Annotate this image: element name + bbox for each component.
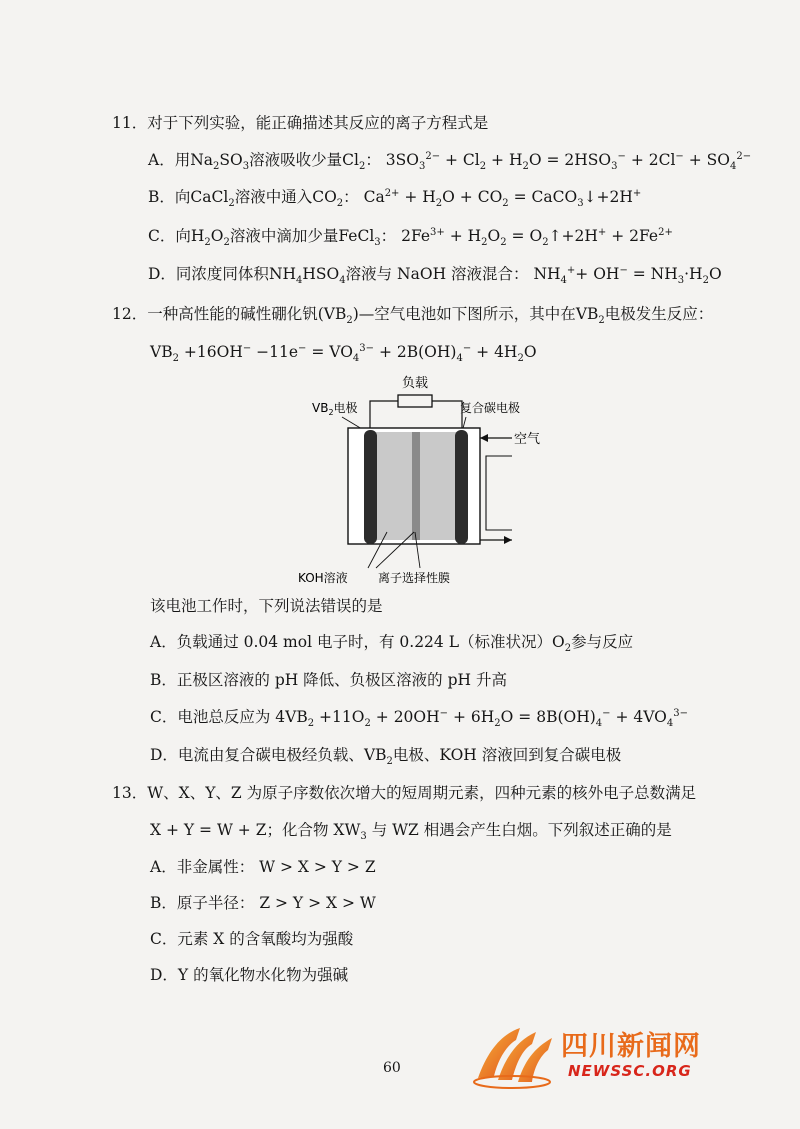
q13-option-d: D．Y 的氧化物水化物为强碱 (150, 966, 349, 984)
q11-stem: 11．对于下列实验，能正确描述其反应的离子方程式是 (112, 114, 489, 132)
q12-option-d: D．电流由复合碳电极经负载、$VB_2$电极、KOH 溶液回到复合碳电极 (150, 746, 622, 768)
newssc-logo (468, 1020, 718, 1092)
page-number: 60 (383, 1060, 401, 1076)
q12-option-c: C．电池总反应为 $4VB_2 +11O_2 + 20OH^- + 6H_2O = 8B(OH)_4^- + 4VO_4^{3-}$ (150, 707, 689, 730)
vb2-electrode-label: $VB_2$电极 (312, 401, 358, 417)
q11-option-a: A．用$Na_2SO_3$溶液吸收少量$Cl_2$： $3SO_3^{2-} + Cl_2 + H_2O = 2HSO_3^- + 2Cl^- + SO_4^{2-}$ (148, 150, 752, 173)
battery-diagram (290, 372, 550, 592)
q11-option-c: C．向$H_2O_2$溶液中滴加少量FeCl$_3$： $2Fe^{3+} + H_2O_2$ = $O_2↑+2H^+ + 2Fe^{2+}$ (148, 226, 673, 249)
q13-option-c: C．元素 X 的含氧酸均为强酸 (150, 930, 354, 948)
q11-option-b: B．向CaCl$_2$溶液中通入$CO_2$： $Ca^{2+} + H_2O + CO_2$ = CaCO$_3$↓+2H+ (148, 187, 642, 210)
q13-option-a: A．非金属性： W > X > Y > Z (150, 858, 376, 876)
q12-stem: 12．一种高性能的碱性硼化钒$(VB_2)—$空气电池如下图所示，其中在$VB_2$电极发生反应： (112, 305, 714, 327)
load-label: 负载 (402, 376, 429, 391)
q12-option-b: B．正极区溶液的 pH 降低、负极区溶液的 pH 升高 (150, 671, 507, 689)
q12-equation: $VB_2 +16OH^- -11e^- = VO_4^{3-} + 2B(OH)_4^- + 4H_2O$ (150, 342, 537, 365)
koh-label: KOH溶液 (298, 571, 348, 585)
q11-option-d: D．同浓度同体积$NH_4HSO_4$溶液与 NaOH 溶液混合： $NH_4^++ OH^- = NH_3\cdot H_2O$ (148, 264, 722, 287)
q13-option-b: B．原子半径： Z > Y > X > W (150, 894, 376, 912)
vb2-electrode (364, 430, 377, 544)
logo-mark-icon (468, 1020, 558, 1092)
load-resistor (398, 395, 432, 407)
carbon-electrode (455, 430, 468, 544)
q13-stem-line2: X + Y = W + Z；化合物 $XW_3$ 与 WZ 相遇会产生白烟。下列叙述正确的是 (150, 821, 672, 843)
logo-text-cn: 四川新闻网 (561, 1031, 701, 1062)
q13-stem-line1: 13．W、X、Y、Z 为原子序数依次增大的短周期元素，四种元素的核外电子总数满足 (112, 784, 697, 802)
q12-option-a: A．负载通过 0.04 mol 电子时，有 0.224 L（标准状况）$O_2$参与反应 (150, 633, 634, 655)
membrane-label: 离子选择性膜 (378, 571, 451, 585)
logo-text-en: NEWSSC.ORG (568, 1062, 692, 1080)
q12-question: 该电池工作时，下列说法错误的是 (150, 597, 383, 615)
ion-membrane (412, 432, 420, 540)
air-label: 空气 (514, 432, 541, 447)
carbon-electrode-label: 复合碳电极 (460, 401, 521, 415)
